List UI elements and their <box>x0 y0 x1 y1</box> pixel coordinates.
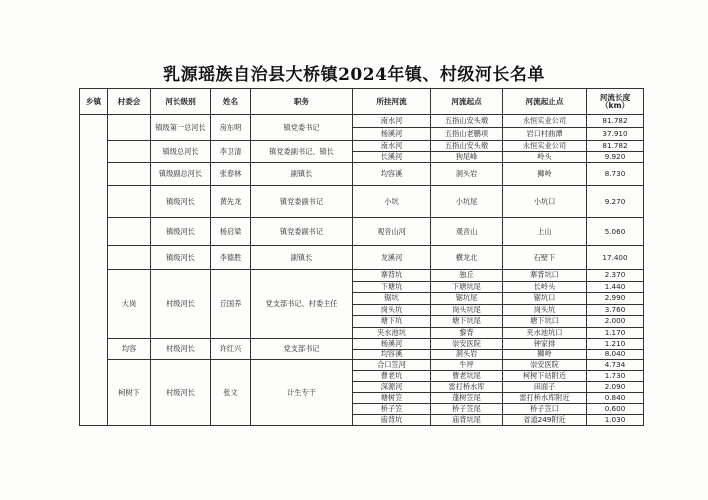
end-cell: 田面子 <box>503 382 587 393</box>
river-cell: 均容溪 <box>353 349 431 360</box>
river-cell: 深源河 <box>353 382 431 393</box>
end-cell: 省道249附近 <box>503 415 587 426</box>
length-cell: 2.370 <box>587 270 644 282</box>
end-cell: 石壁下 <box>503 246 587 270</box>
length-cell: 0.840 <box>587 393 644 404</box>
end-cell: 岩口村曲潭 <box>503 128 587 141</box>
level-cell: 镇级河长 <box>151 246 211 270</box>
end-cell: 塘下坑口 <box>503 316 587 328</box>
header-position: 职务 <box>251 89 353 115</box>
end-cell: 上山 <box>503 218 587 246</box>
page-title: 乳源瑶族自治县大桥镇2024年镇、村级河长名单 <box>163 65 545 85</box>
end-cell: 永恒实业公司 <box>503 115 587 128</box>
end-cell: 雷打桥水库附近 <box>503 393 587 404</box>
river-cell: 南水河 <box>353 115 431 128</box>
header-level: 河长级别 <box>151 89 211 115</box>
village-cell <box>108 115 151 141</box>
table-row <box>80 218 644 246</box>
level-cell: 村级河长 <box>151 270 211 339</box>
name-cell: 李德胜 <box>211 246 251 270</box>
length-cell: 1.170 <box>587 327 644 339</box>
township-cell <box>80 115 108 426</box>
length-cell: 5.060 <box>587 218 644 246</box>
village-cell <box>108 141 151 163</box>
start-cell: 岗头坑尾 <box>431 304 503 316</box>
start-cell: 独丘 <box>431 270 503 282</box>
end-cell: 崇安医院 <box>503 360 587 371</box>
table-row <box>80 186 644 218</box>
end-cell: 钟家排 <box>503 339 587 350</box>
start-cell: 洞头岩 <box>431 163 503 186</box>
start-cell: 蓬树笠尾 <box>431 393 503 404</box>
level-cell: 镇级总河长 <box>151 141 211 163</box>
river-cell: 曹老坑 <box>353 371 431 382</box>
length-cell: 4.734 <box>587 360 644 371</box>
header-row <box>80 89 644 115</box>
name-cell: 许红兴 <box>211 339 251 360</box>
end-cell: 桥子笠口 <box>503 404 587 415</box>
table-row <box>80 360 644 371</box>
village-cell: 柯树下 <box>108 360 151 426</box>
end-cell: 锯坑口 <box>503 293 587 305</box>
length-cell: 9.920 <box>587 152 644 163</box>
river-cell: 塘树笠 <box>353 393 431 404</box>
end-cell: 夹水池坑口 <box>503 327 587 339</box>
level-cell: 镇级河长 <box>151 218 211 246</box>
level-cell: 镇级第一总河长 <box>151 115 211 141</box>
end-cell: 寨背坑口 <box>503 270 587 282</box>
length-cell: 8.040 <box>587 349 644 360</box>
end-cell: 永恒实业公司 <box>503 141 587 152</box>
length-cell: 37.910 <box>587 128 644 141</box>
river-cell: 锯坑 <box>353 293 431 305</box>
level-cell: 村级河长 <box>151 360 211 426</box>
length-cell: 1.730 <box>587 371 644 382</box>
start-cell: 横龙北 <box>431 246 503 270</box>
river-cell: 小坑 <box>353 186 431 218</box>
river-cell: 岗头坑 <box>353 304 431 316</box>
start-cell: 桥子笠尾 <box>431 404 503 415</box>
header-river: 所挂河流 <box>353 89 431 115</box>
start-cell: 五指山老鹏项 <box>431 128 503 141</box>
position-cell: 副镇长 <box>251 163 353 186</box>
village-cell: 均容 <box>108 339 151 360</box>
position-cell: 镇党委书记 <box>251 115 353 141</box>
start-cell: 庙背坑尾 <box>431 415 503 426</box>
village-cell <box>108 186 151 218</box>
end-cell: 狮岭 <box>503 163 587 186</box>
length-cell: 1.210 <box>587 339 644 350</box>
name-cell: 房东明 <box>211 115 251 141</box>
length-cell: 0.600 <box>587 404 644 415</box>
river-cell: 合口笠河 <box>353 360 431 371</box>
name-cell: 张春林 <box>211 163 251 186</box>
header-end: 河流起止点 <box>503 89 587 115</box>
level-cell: 镇级副总河长 <box>151 163 211 186</box>
start-cell: 雷打桥水库 <box>431 382 503 393</box>
end-cell: 长岭头 <box>503 281 587 293</box>
start-cell: 洞头岩 <box>431 349 503 360</box>
length-cell: 81.782 <box>587 115 644 128</box>
river-chief-table <box>79 88 644 426</box>
name-cell: 杨启梁 <box>211 218 251 246</box>
river-cell: 寨背坑 <box>353 270 431 282</box>
river-cell: 下塘坑 <box>353 281 431 293</box>
header-start: 河流起点 <box>431 89 503 115</box>
table-row <box>80 270 644 282</box>
header-length-label: 河流长度 <box>599 92 631 102</box>
position-cell: 党支部书记 <box>251 339 353 360</box>
length-cell: 3.760 <box>587 304 644 316</box>
river-cell: 庙背坑 <box>353 415 431 426</box>
start-cell: 狗尾峰 <box>431 152 503 163</box>
village-cell <box>108 163 151 186</box>
level-cell: 镇级河长 <box>151 186 211 218</box>
village-cell: 大岗 <box>108 270 151 339</box>
start-cell: 五指山安头墩 <box>431 115 503 128</box>
length-cell: 2.090 <box>587 382 644 393</box>
table-row <box>80 246 644 270</box>
river-cell: 长溪河 <box>353 152 431 163</box>
river-cell: 杨溪河 <box>353 339 431 350</box>
length-cell: 9.270 <box>587 186 644 218</box>
end-cell: 狮岭 <box>503 349 587 360</box>
length-cell: 8.730 <box>587 163 644 186</box>
name-cell: 丘国养 <box>211 270 251 339</box>
header-name: 姓名 <box>211 89 251 115</box>
river-cell: 观音山河 <box>353 218 431 246</box>
end-cell: 岗头坑 <box>503 304 587 316</box>
length-cell: 1.030 <box>587 415 644 426</box>
length-cell: 81.782 <box>587 141 644 152</box>
start-cell: 牛坪 <box>431 360 503 371</box>
level-cell: 村级河长 <box>151 339 211 360</box>
river-cell: 南水河 <box>353 141 431 152</box>
position-cell: 副镇长 <box>251 246 353 270</box>
table-row <box>80 339 644 350</box>
end-cell: 小坑口 <box>503 186 587 218</box>
position-cell: 镇党委副书记 <box>251 186 353 218</box>
start-cell: 塘下坑尾 <box>431 316 503 328</box>
header-length <box>587 89 644 115</box>
length-cell: 17.400 <box>587 246 644 270</box>
header-length-unit: （km） <box>600 100 630 110</box>
name-cell: 李卫清 <box>211 141 251 163</box>
start-cell: 下塘坑尾 <box>431 281 503 293</box>
start-cell: 五指山安头墩 <box>431 141 503 152</box>
name-cell: 张文 <box>211 360 251 426</box>
table-row <box>80 163 644 186</box>
table-row <box>80 115 644 128</box>
river-cell: 塘下坑 <box>353 316 431 328</box>
end-cell: 柯树下站附近 <box>503 371 587 382</box>
header-township: 乡镇 <box>80 89 108 115</box>
end-cell: 岭头 <box>503 152 587 163</box>
length-cell: 1.440 <box>587 281 644 293</box>
river-cell: 夹水池坑 <box>353 327 431 339</box>
village-cell <box>108 218 151 246</box>
river-cell: 杨溪河 <box>353 128 431 141</box>
village-cell <box>108 246 151 270</box>
start-cell: 观音山 <box>431 218 503 246</box>
position-cell: 计生专干 <box>251 360 353 426</box>
position-cell: 党支部书记、村委主任 <box>251 270 353 339</box>
river-cell: 桥子笠 <box>353 404 431 415</box>
start-cell: 小坑尾 <box>431 186 503 218</box>
table-row <box>80 141 644 152</box>
river-cell: 龙溪河 <box>353 246 431 270</box>
position-cell: 镇党委副书记 <box>251 218 353 246</box>
start-cell: 崇安医院 <box>431 339 503 350</box>
river-cell: 均容溪 <box>353 163 431 186</box>
position-cell: 镇党委副书记、镇长 <box>251 141 353 163</box>
start-cell: 锯坑尾 <box>431 293 503 305</box>
start-cell: 黎背 <box>431 327 503 339</box>
name-cell: 黄先龙 <box>211 186 251 218</box>
header-village: 村委会 <box>108 89 151 115</box>
start-cell: 曹老坑尾 <box>431 371 503 382</box>
table-body <box>80 115 644 426</box>
length-cell: 2.000 <box>587 316 644 328</box>
length-cell: 2.990 <box>587 293 644 305</box>
